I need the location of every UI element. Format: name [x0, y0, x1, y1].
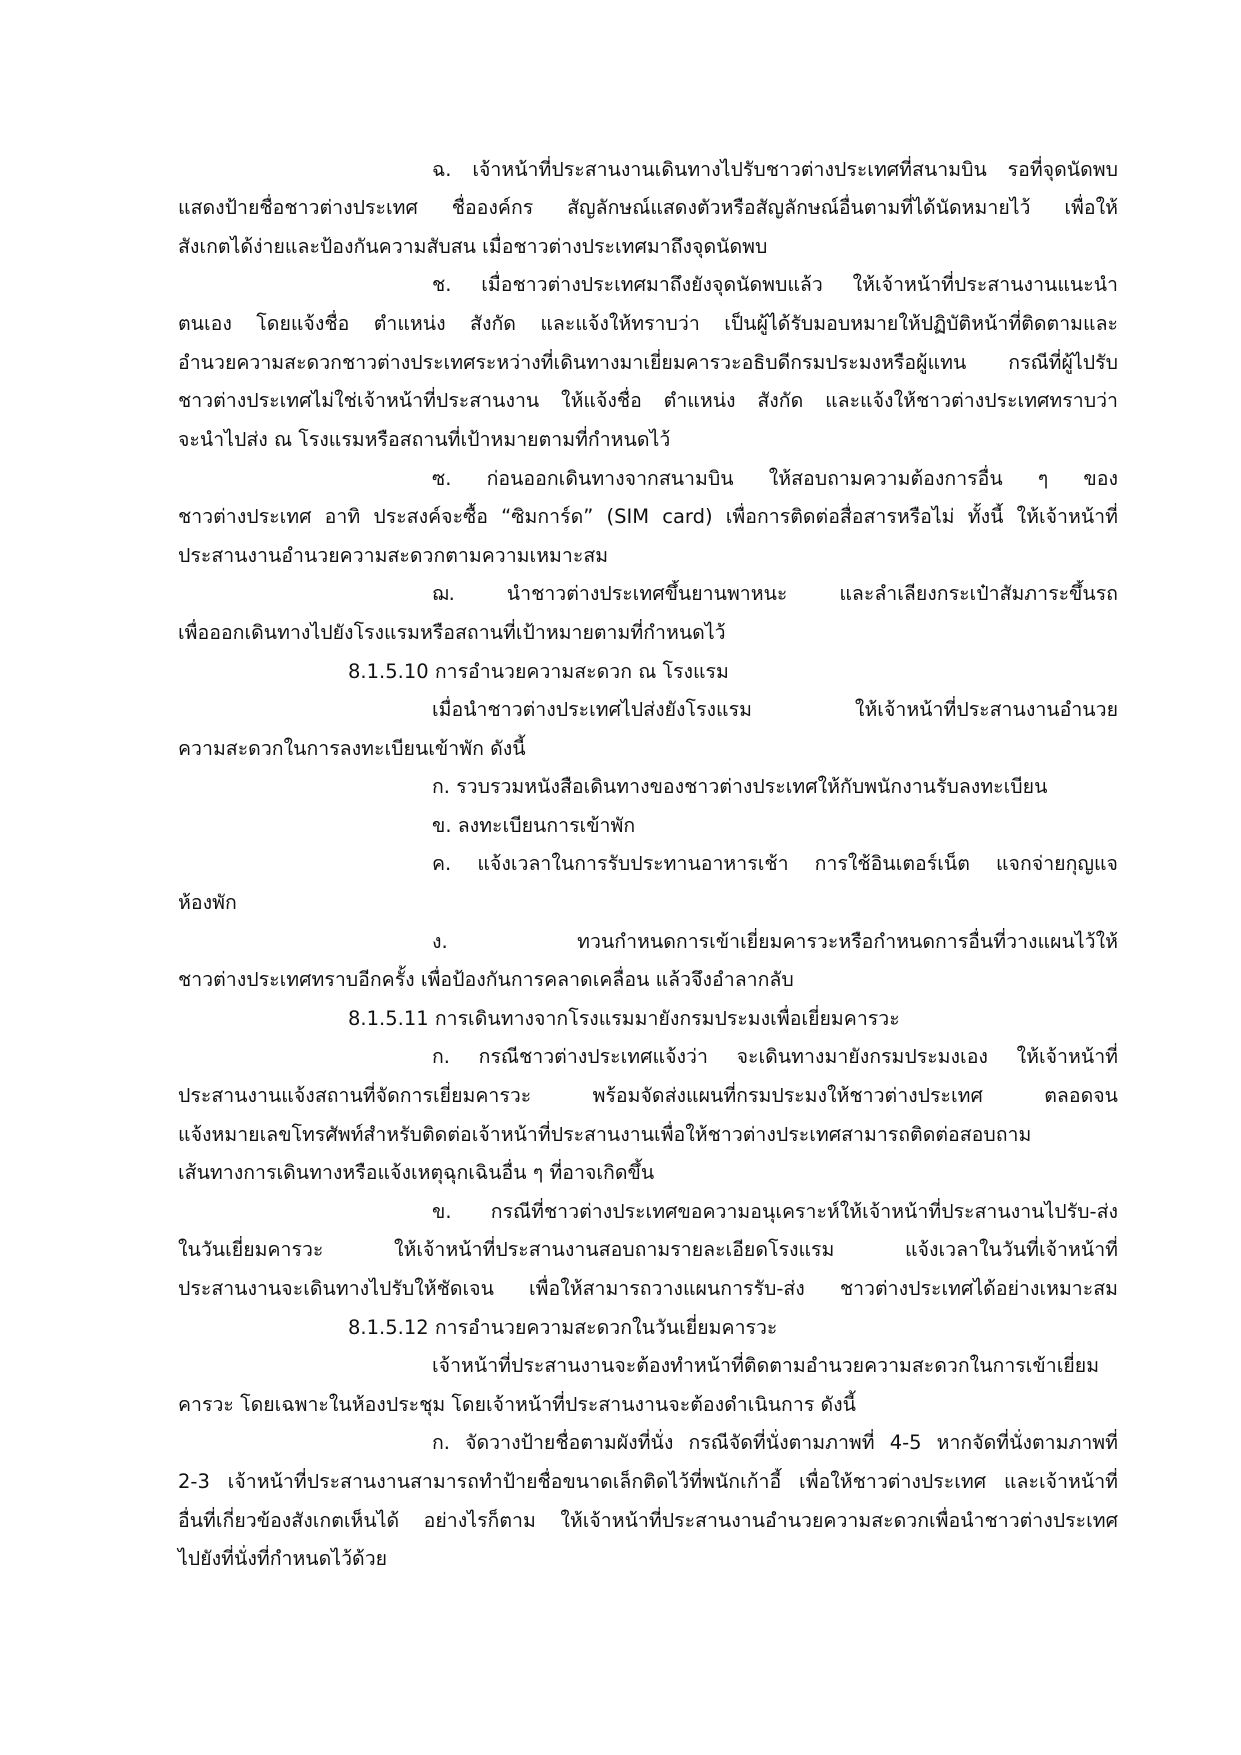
text-line: ในวันเยี่ยมคารวะ ให้เจ้าหน้าที่ประสานงานสอบถามรายละเอียดโรงแรม แจ้งเวลาในวันที่เจ้าหน้าที่ [178, 1238, 1118, 1261]
list-item: ค. แจ้งเวลาในการรับประทานอาหารเช้า การใช้อินเตอร์เน็ต แจกจ่ายกุญแจ [432, 852, 1118, 875]
text-line: ชาวต่างประเทศไม่ใช่เจ้าหน้าที่ประสานงาน ให้แจ้งชื่อ ตำแหน่ง สังกัด และแจ้งให้ชาวต่างประเทศทราบว่า [178, 389, 1118, 412]
list-item: ข. กรณีที่ชาวต่างประเทศขอความอนุเคราะห์ให้เจ้าหน้าที่ประสานงานไปรับ-ส่ง [432, 1200, 1118, 1223]
text-line: เพื่อออกเดินทางไปยังโรงแรมหรือสถานที่เป้าหมายตามที่กำหนดไว้ [178, 621, 726, 644]
text-line: ความสะดวกในการลงทะเบียนเข้าพัก ดังนี้ [178, 737, 526, 760]
list-item: ก. รวบรวมหนังสือเดินทางของชาวต่างประเทศให้กับพนักงานรับลงทะเบียน [432, 775, 1048, 798]
text-line: อื่นที่เกี่ยวข้องสังเกตเห็นได้ อย่างไรก็ตาม ให้เจ้าหน้าที่ประสานงานอำนวยความสะดวกเพื่อนำชาวต่างประเทศ [178, 1509, 1118, 1532]
text-line: เมื่อนำชาวต่างประเทศไปส่งยังโรงแรม ให้เจ้าหน้าที่ประสานงานอำนวย [432, 698, 1118, 721]
list-item: ก. กรณีชาวต่างประเทศแจ้งว่า จะเดินทางมายังกรมประมงเอง ให้เจ้าหน้าที่ [432, 1045, 1118, 1068]
text-line: ชาวต่างประเทศทราบอีกครั้ง เพื่อป้องกันการคลาดเคลื่อน แล้วจึงอำลากลับ [178, 968, 794, 991]
section-heading: 8.1.5.10 การอำนวยความสะดวก ณ โรงแรม [348, 660, 729, 683]
text-line: ไปยังที่นั่งที่กำหนดไว้ด้วย [178, 1547, 388, 1570]
text-line: สังเกตได้ง่ายและป้องกันความสับสน เมื่อชาวต่างประเทศมาถึงจุดนัดพบ [178, 235, 768, 258]
text-line: แสดงป้ายชื่อชาวต่างประเทศ ชื่อองค์กร สัญลักษณ์แสดงตัวหรือสัญลักษณ์อื่นตามที่ได้นัดหมายไว้ เพื่อให้ [178, 196, 1118, 219]
list-item: ก. จัดวางป้ายชื่อตามผังที่นั่ง กรณีจัดที่นั่งตามภาพที่ 4-5 หากจัดที่นั่งตามภาพที่ [432, 1431, 1118, 1454]
text-line: เส้นทางการเดินทางหรือแจ้งเหตุฉุกเฉินอื่น ๆ ที่อาจเกิดขึ้น [178, 1161, 655, 1184]
text-line: ประสานงานอำนวยความสะดวกตามความเหมาะสม [178, 544, 609, 567]
text-line: ประสานงานจะเดินทางไปรับให้ชัดเจน เพื่อให้สามารถวางแผนการรับ-ส่ง ชาวต่างประเทศได้อย่างเหมาะสม [178, 1277, 1118, 1300]
text-line: ห้องพัก [178, 891, 237, 914]
text-line: เจ้าหน้าที่ประสานงานจะต้องทำหน้าที่ติดตามอำนวยความสะดวกในการเข้าเยี่ยม [432, 1354, 1100, 1377]
section-heading: 8.1.5.12 การอำนวยความสะดวกในวันเยี่ยมคารวะ [348, 1316, 778, 1339]
text-line: ช. เมื่อชาวต่างประเทศมาถึงยังจุดนัดพบแล้ว ให้เจ้าหน้าที่ประสานงานแนะนำ [432, 273, 1118, 296]
text-line: ซ. ก่อนออกเดินทางจากสนามบิน ให้สอบถามความต้องการอื่น ๆ ของ [432, 467, 1118, 490]
text-line: 2-3 เจ้าหน้าที่ประสานงานสามารถทำป้ายชื่อขนาดเล็กติดไว้ที่พนักเก้าอี้ เพื่อให้ชาวต่างประเทศ และเจ้าหน้าที่ [178, 1470, 1118, 1493]
text-line: ตนเอง โดยแจ้งชื่อ ตำแหน่ง สังกัด และแจ้งให้ทราบว่า เป็นผู้ได้รับมอบหมายให้ปฏิบัติหน้าที่ติดตามและ [178, 312, 1118, 335]
text-line: ชาวต่างประเทศ อาทิ ประสงค์จะซื้อ “ซิมการ์ด” (SIM card) เพื่อการติดต่อสื่อสารหรือไม่ ทั้งนี้ ให้เจ้าหน้าที่ [178, 505, 1118, 528]
text-line: จะนำไปส่ง ณ โรงแรมหรือสถานที่เป้าหมายตามที่กำหนดไว้ [178, 428, 671, 451]
section-heading: 8.1.5.11 การเดินทางจากโรงแรมมายังกรมประมงเพื่อเยี่ยมคารวะ [348, 1007, 900, 1030]
list-item: ง. ทวนกำหนดการเข้าเยี่ยมคารวะหรือกำหนดการอื่นที่วางแผนไว้ให้ [432, 930, 1118, 953]
text-line: แจ้งหมายเลขโทรศัพท์สำหรับติดต่อเจ้าหน้าที่ประสานงานเพื่อให้ชาวต่างประเทศสามารถติดต่อสอบถาม [178, 1123, 1032, 1146]
text-line: คารวะ โดยเฉพาะในห้องประชุม โดยเจ้าหน้าที่ประสานงานจะต้องดำเนินการ ดังนี้ [178, 1393, 857, 1416]
text-line: อำนวยความสะดวกชาวต่างประเทศระหว่างที่เดินทางมาเยี่ยมคารวะอธิบดีกรมประมงหรือผู้แทน กรณีที่ผู้ไปรับ [178, 351, 1118, 374]
text-line: ฌ. นำชาวต่างประเทศขึ้นยานพาหนะ และลำเลียงกระเป๋าสัมภาระขึ้นรถ [432, 582, 1118, 605]
list-item: ข. ลงทะเบียนการเข้าพัก [432, 814, 636, 837]
text-line: ประสานงานแจ้งสถานที่จัดการเยี่ยมคารวะ พร้อมจัดส่งแผนที่กรมประมงให้ชาวต่างประเทศ ตลอดจน [178, 1084, 1118, 1107]
text-line: ฉ. เจ้าหน้าที่ประสานงานเดินทางไปรับชาวต่างประเทศที่สนามบิน รอที่จุดนัดพบ [432, 158, 1118, 181]
